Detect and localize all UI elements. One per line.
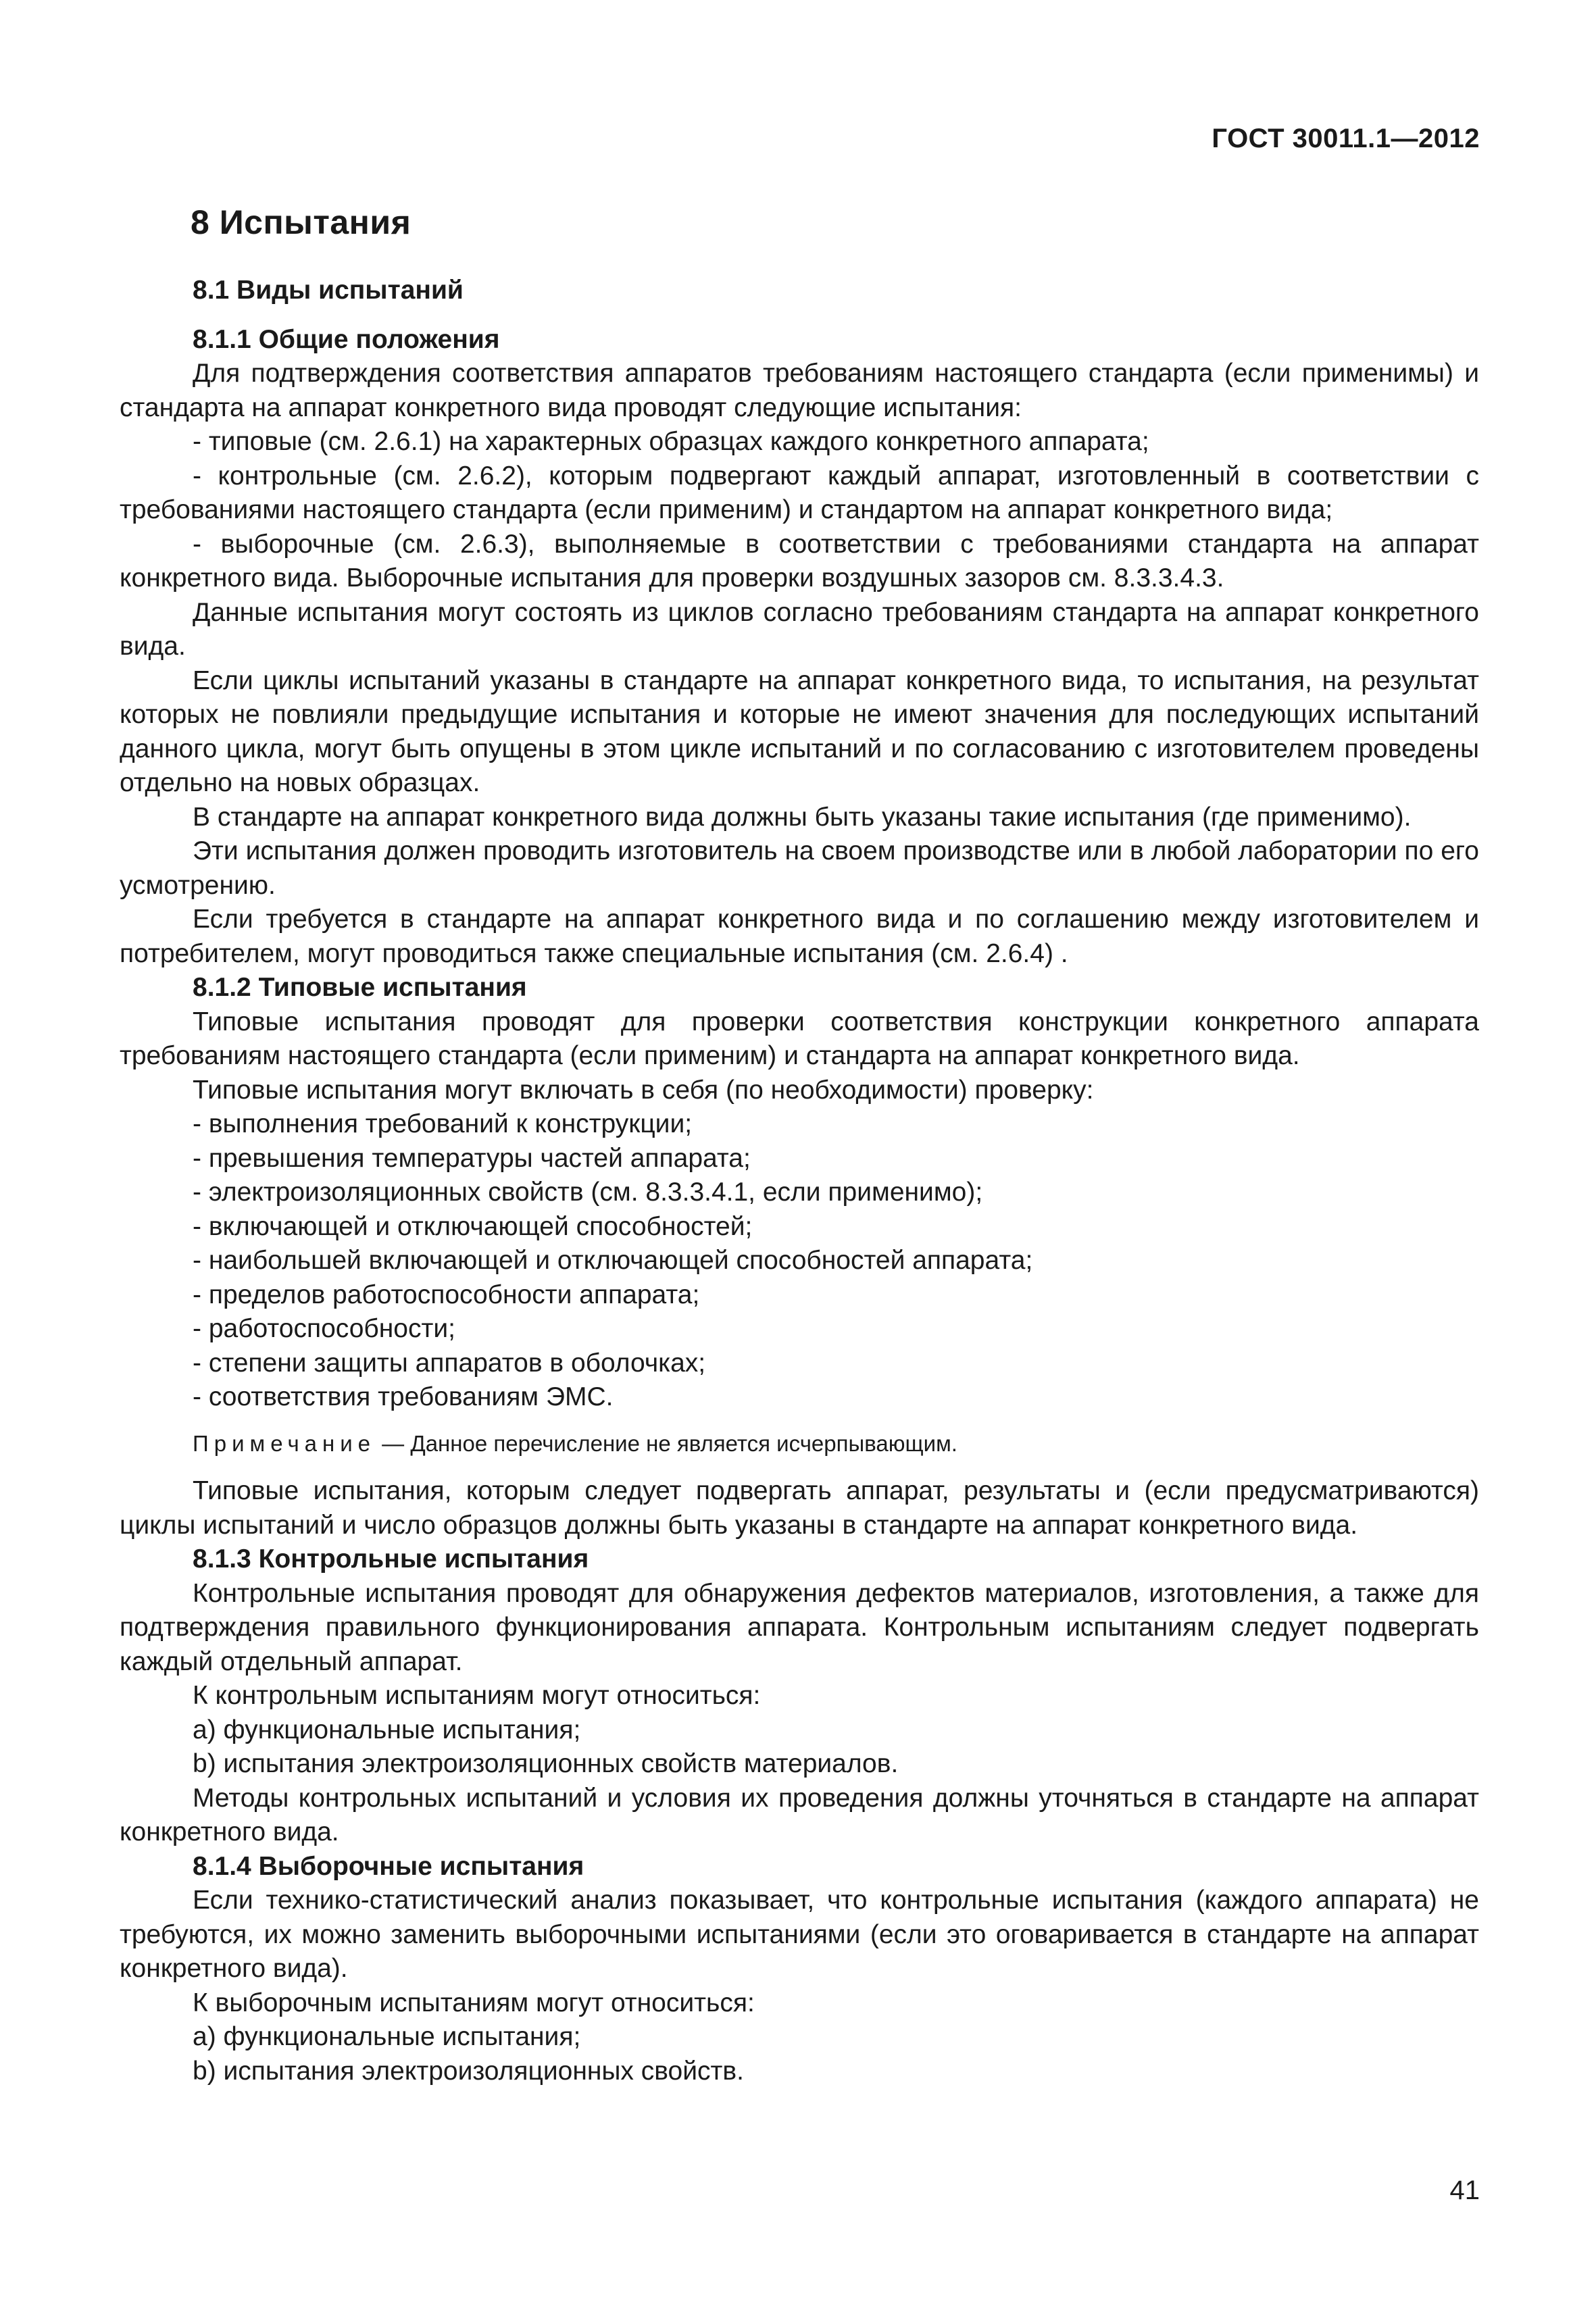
list-item: b) испытания электроизоляционных свойств.	[193, 2056, 744, 2086]
list-item: - электроизоляционных свойств (см. 8.3.3.4.1, если применимо);	[193, 1178, 983, 1207]
list-item: - контрольные (см. 2.6.2), которым подвергают каждый аппарат, изготовленный в соответствии с требованиями настоящего стандарта (если применим) и стандартом на аппарат конкретного вида;	[120, 461, 1479, 524]
list-item: а) функциональные испытания;	[193, 2022, 581, 2051]
list-item: - работоспособности;	[193, 1314, 455, 1343]
paragraph: Для подтверждения соответствия аппаратов требованиям настоящего стандарта (если применимы) и стандарта на аппарат конкретного вида проводят следующие испытания:	[120, 359, 1479, 422]
document-body	[120, 274, 1479, 2088]
subsection-heading-8-1-2: 8.1.2 Типовые испытания	[193, 973, 527, 1002]
paragraph: Контрольные испытания проводят для обнаружения дефектов материалов, изготовления, а также для подтверждения правильного функционирования аппарата. Контрольным испытаниям следует подвергать каждый отдельный аппарат.	[120, 1578, 1479, 1676]
paragraph: Эти испытания должен проводить изготовитель на своем производстве или в любой лаборатории по его усмотрению.	[120, 836, 1479, 900]
paragraph: Если технико-статистический анализ показывает, что контрольные испытания (каждого аппарата) не требуются, их можно заменить выборочными испытаниями (если это оговаривается в стандарте на аппарат конкретного вида).	[120, 1886, 1479, 1983]
section-title: 8 Испытания	[191, 203, 412, 241]
list-item: - выполнения требований к конструкции;	[193, 1109, 693, 1138]
paragraph: Методы контрольных испытаний и условия их проведения должны уточняться в стандарте на аппарат конкретного вида.	[120, 1783, 1479, 1846]
subsection-heading-8-1-4: 8.1.4 Выборочные испытания	[193, 1851, 584, 1881]
document-header-id: ГОСТ 30011.1—2012	[1212, 124, 1480, 153]
list-item: - включающей и отключающей способностей;	[193, 1211, 753, 1241]
list-item: - наибольшей включающей и отключающей способностей аппарата;	[193, 1246, 1033, 1275]
list-item: - соответствия требованиям ЭМС.	[193, 1382, 614, 1411]
check-list	[120, 1107, 1479, 1415]
subsection-heading-8-1-3: 8.1.3 Контрольные испытания	[193, 1544, 589, 1574]
paragraph: Данные испытания могут состоять из циклов согласно требованиям стандарта на аппарат конкретного вида.	[120, 597, 1479, 661]
paragraph: Типовые испытания проводят для проверки соответствия конструкции конкретного аппарата требованиям настоящего стандарта (если применим) и стандарта на аппарат конкретного вида.	[120, 1007, 1479, 1070]
page-number: 41	[1449, 2175, 1480, 2205]
paragraph: К выборочным испытаниям могут относиться:	[193, 1988, 755, 2017]
note	[120, 1427, 1479, 1461]
subsection-heading-8-1: 8.1 Виды испытаний	[193, 276, 464, 305]
list-item: - типовые (см. 2.6.1) на характерных образцах каждого конкретного аппарата;	[193, 427, 1149, 456]
note-text: — Данное перечисление не является исчерпывающим.	[376, 1430, 957, 1456]
list-item: а) функциональные испытания;	[193, 1715, 581, 1744]
list-item: - степени защиты аппаратов в оболочках;	[193, 1348, 706, 1378]
paragraph: Типовые испытания могут включать в себя (по необходимости) проверку:	[193, 1075, 1094, 1105]
paragraph: В стандарте на аппарат конкретного вида должны быть указаны такие испытания (где применимо).	[193, 802, 1412, 832]
list-item: b) испытания электроизоляционных свойств материалов.	[193, 1749, 899, 1778]
list-item: - превышения температуры частей аппарата;	[193, 1143, 751, 1173]
list-item: - пределов работоспособности аппарата;	[193, 1280, 700, 1309]
note-label: Примечание	[193, 1430, 376, 1456]
paragraph: Типовые испытания, которым следует подвергать аппарат, результаты и (если предусматриваются) циклы испытаний и число образцов должны быть указаны в стандарте на аппарат конкретного вида.	[120, 1476, 1479, 1540]
list-item: - выборочные (см. 2.6.3), выполняемые в соответствии с требованиями стандарта на аппарат конкретного вида. Выборочные испытания для проверки воздушных зазоров см. 8.3.3.4.3.	[120, 529, 1479, 593]
paragraph: Если циклы испытаний указаны в стандарте на аппарат конкретного вида, то испытания, на результат которых не повлияли предыдущие испытания и которые не имеют значения для последующих испытаний данного цикла, могут быть опущены в этом цикле испытаний и по согласованию с изготовителем проведены отдельно на новых образцах.	[120, 665, 1479, 797]
paragraph: К контрольным испытаниям могут относиться:	[193, 1681, 761, 1710]
paragraph: Если требуется в стандарте на аппарат конкретного вида и по соглашению между изготовителем и потребителем, могут проводиться также специальные испытания (см. 2.6.4) .	[120, 905, 1479, 968]
subsection-heading-8-1-1: 8.1.1 Общие положения	[193, 324, 500, 354]
